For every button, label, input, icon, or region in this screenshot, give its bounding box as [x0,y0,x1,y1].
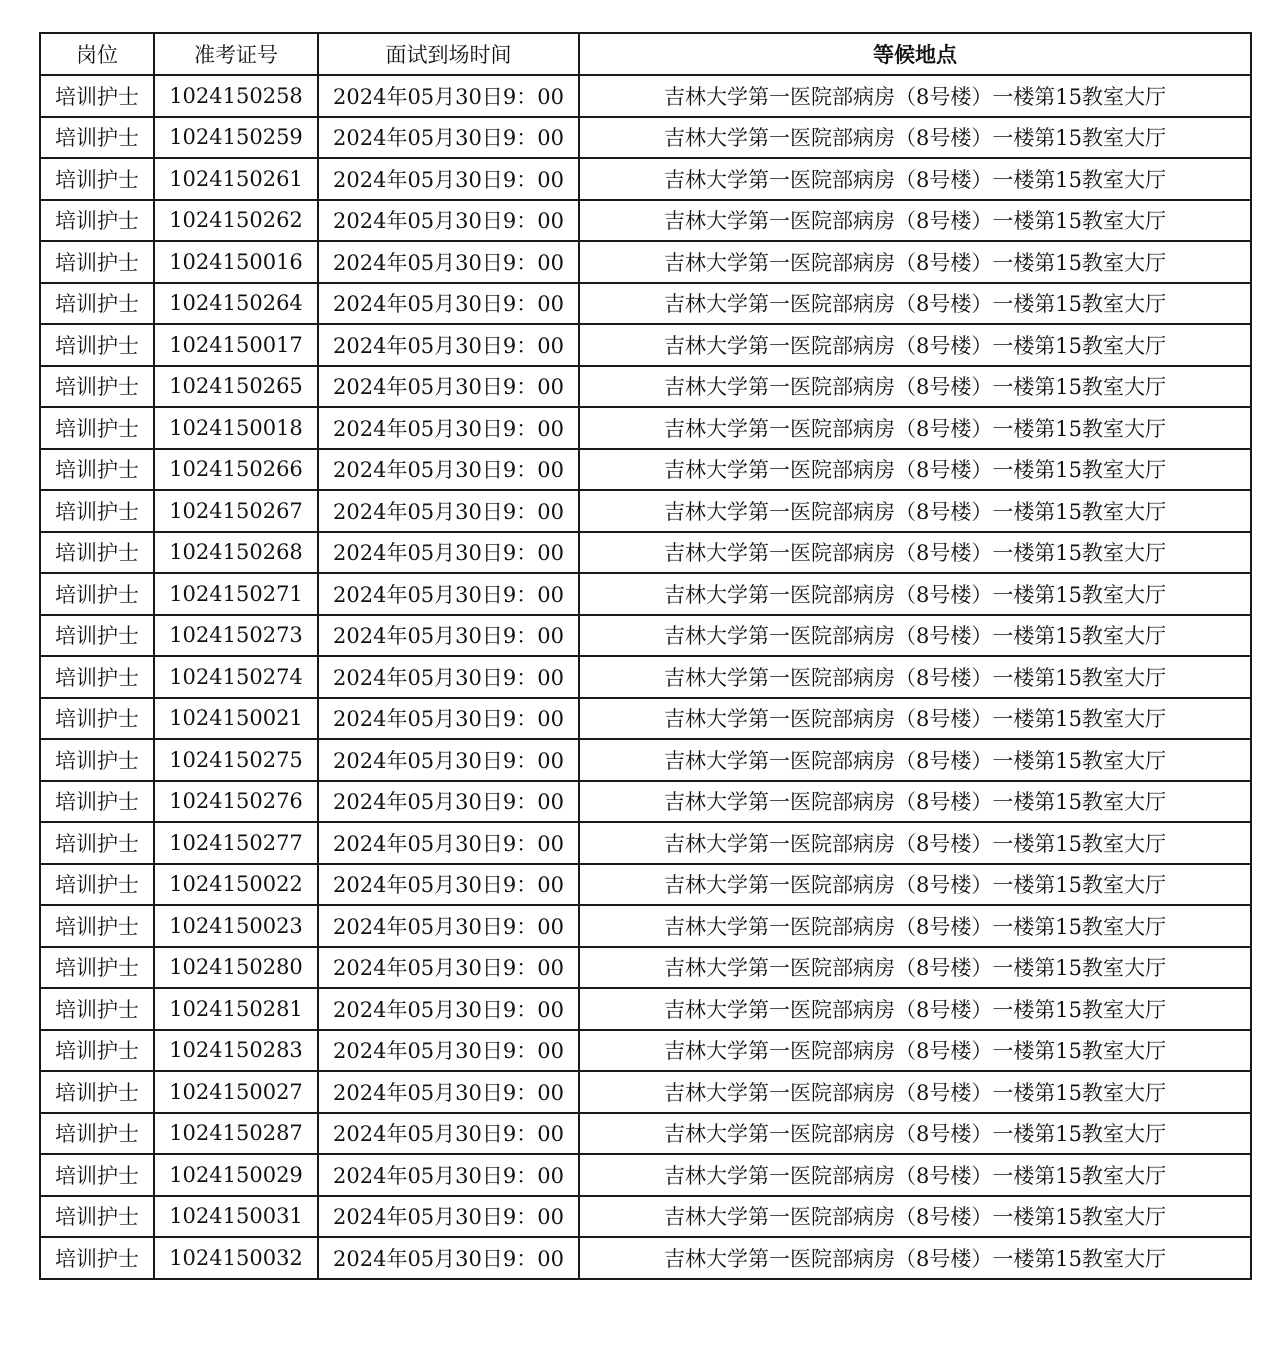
table-row [40,158,1251,200]
table-row [40,324,1251,366]
cell-position: 培训护士 [40,449,154,491]
cell-arrival-time: 2024年05月30日9：00 [318,532,579,574]
cell-position: 培训护士 [40,822,154,864]
table-row [40,988,1251,1030]
table-row [40,739,1251,781]
cell-ticket-number: 1024150017 [154,324,318,366]
table-row [40,1196,1251,1238]
cell-position: 培训护士 [40,1196,154,1238]
cell-position: 培训护士 [40,117,154,159]
header-ticket-number: 准考证号 [154,33,318,75]
cell-ticket-number: 1024150022 [154,864,318,906]
header-arrival-time: 面试到场时间 [318,33,579,75]
table-row [40,449,1251,491]
cell-waiting-location: 吉林大学第一医院部病房（8号楼）一楼第15教室大厅 [579,698,1251,740]
cell-waiting-location: 吉林大学第一医院部病房（8号楼）一楼第15教室大厅 [579,283,1251,325]
cell-ticket-number: 1024150023 [154,905,318,947]
table-row [40,1154,1251,1196]
table-row [40,407,1251,449]
table-row [40,241,1251,283]
table-row [40,864,1251,906]
cell-arrival-time: 2024年05月30日9：00 [318,158,579,200]
cell-arrival-time: 2024年05月30日9：00 [318,449,579,491]
table-row [40,947,1251,989]
cell-ticket-number: 1024150267 [154,490,318,532]
cell-position: 培训护士 [40,1030,154,1072]
table-row [40,75,1251,117]
cell-position: 培训护士 [40,241,154,283]
cell-ticket-number: 1024150031 [154,1196,318,1238]
cell-ticket-number: 1024150259 [154,117,318,159]
cell-ticket-number: 1024150029 [154,1154,318,1196]
cell-arrival-time: 2024年05月30日9：00 [318,1113,579,1155]
cell-waiting-location: 吉林大学第一医院部病房（8号楼）一楼第15教室大厅 [579,947,1251,989]
cell-position: 培训护士 [40,656,154,698]
cell-arrival-time: 2024年05月30日9：00 [318,822,579,864]
cell-waiting-location: 吉林大学第一医院部病房（8号楼）一楼第15教室大厅 [579,739,1251,781]
cell-ticket-number: 1024150032 [154,1237,318,1279]
cell-arrival-time: 2024年05月30日9：00 [318,739,579,781]
cell-waiting-location: 吉林大学第一医院部病房（8号楼）一楼第15教室大厅 [579,988,1251,1030]
table-row [40,615,1251,657]
cell-ticket-number: 1024150274 [154,656,318,698]
cell-position: 培训护士 [40,1071,154,1113]
cell-arrival-time: 2024年05月30日9：00 [318,490,579,532]
table-row [40,822,1251,864]
table-row [40,283,1251,325]
cell-waiting-location: 吉林大学第一医院部病房（8号楼）一楼第15教室大厅 [579,117,1251,159]
cell-waiting-location: 吉林大学第一医院部病房（8号楼）一楼第15教室大厅 [579,1030,1251,1072]
cell-waiting-location: 吉林大学第一医院部病房（8号楼）一楼第15教室大厅 [579,241,1251,283]
table-row [40,1113,1251,1155]
cell-arrival-time: 2024年05月30日9：00 [318,988,579,1030]
cell-position: 培训护士 [40,947,154,989]
cell-arrival-time: 2024年05月30日9：00 [318,1237,579,1279]
cell-arrival-time: 2024年05月30日9：00 [318,1154,579,1196]
cell-ticket-number: 1024150261 [154,158,318,200]
cell-waiting-location: 吉林大学第一医院部病房（8号楼）一楼第15教室大厅 [579,200,1251,242]
cell-waiting-location: 吉林大学第一医院部病房（8号楼）一楼第15教室大厅 [579,781,1251,823]
cell-position: 培训护士 [40,283,154,325]
cell-arrival-time: 2024年05月30日9：00 [318,1030,579,1072]
cell-arrival-time: 2024年05月30日9：00 [318,200,579,242]
cell-position: 培训护士 [40,1237,154,1279]
cell-waiting-location: 吉林大学第一医院部病房（8号楼）一楼第15教室大厅 [579,656,1251,698]
cell-waiting-location: 吉林大学第一医院部病房（8号楼）一楼第15教室大厅 [579,1071,1251,1113]
cell-arrival-time: 2024年05月30日9：00 [318,781,579,823]
cell-position: 培训护士 [40,324,154,366]
cell-ticket-number: 1024150264 [154,283,318,325]
cell-position: 培训护士 [40,532,154,574]
cell-arrival-time: 2024年05月30日9：00 [318,864,579,906]
cell-arrival-time: 2024年05月30日9：00 [318,947,579,989]
cell-ticket-number: 1024150271 [154,573,318,615]
table-row [40,781,1251,823]
cell-waiting-location: 吉林大学第一医院部病房（8号楼）一楼第15教室大厅 [579,158,1251,200]
cell-waiting-location: 吉林大学第一医院部病房（8号楼）一楼第15教室大厅 [579,490,1251,532]
interview-schedule-table [39,32,1252,1280]
cell-waiting-location: 吉林大学第一医院部病房（8号楼）一楼第15教室大厅 [579,366,1251,408]
cell-position: 培训护士 [40,781,154,823]
cell-position: 培训护士 [40,905,154,947]
cell-arrival-time: 2024年05月30日9：00 [318,905,579,947]
cell-position: 培训护士 [40,1154,154,1196]
cell-ticket-number: 1024150018 [154,407,318,449]
cell-position: 培训护士 [40,158,154,200]
cell-arrival-time: 2024年05月30日9：00 [318,615,579,657]
cell-ticket-number: 1024150280 [154,947,318,989]
cell-arrival-time: 2024年05月30日9：00 [318,241,579,283]
cell-waiting-location: 吉林大学第一医院部病房（8号楼）一楼第15教室大厅 [579,864,1251,906]
cell-ticket-number: 1024150275 [154,739,318,781]
cell-arrival-time: 2024年05月30日9：00 [318,573,579,615]
cell-waiting-location: 吉林大学第一医院部病房（8号楼）一楼第15教室大厅 [579,1113,1251,1155]
cell-waiting-location: 吉林大学第一医院部病房（8号楼）一楼第15教室大厅 [579,615,1251,657]
cell-ticket-number: 1024150265 [154,366,318,408]
cell-waiting-location: 吉林大学第一医院部病房（8号楼）一楼第15教室大厅 [579,905,1251,947]
header-waiting-location: 等候地点 [579,33,1251,75]
cell-waiting-location: 吉林大学第一医院部病房（8号楼）一楼第15教室大厅 [579,324,1251,366]
table-row [40,698,1251,740]
table-row [40,905,1251,947]
cell-position: 培训护士 [40,864,154,906]
cell-waiting-location: 吉林大学第一医院部病房（8号楼）一楼第15教室大厅 [579,1154,1251,1196]
cell-arrival-time: 2024年05月30日9：00 [318,698,579,740]
cell-position: 培训护士 [40,615,154,657]
cell-position: 培训护士 [40,988,154,1030]
cell-arrival-time: 2024年05月30日9：00 [318,75,579,117]
cell-arrival-time: 2024年05月30日9：00 [318,366,579,408]
cell-arrival-time: 2024年05月30日9：00 [318,656,579,698]
cell-ticket-number: 1024150283 [154,1030,318,1072]
cell-position: 培训护士 [40,200,154,242]
cell-position: 培训护士 [40,573,154,615]
cell-arrival-time: 2024年05月30日9：00 [318,117,579,159]
cell-position: 培训护士 [40,698,154,740]
cell-ticket-number: 1024150258 [154,75,318,117]
header-row [40,33,1251,75]
cell-ticket-number: 1024150262 [154,200,318,242]
table-row [40,532,1251,574]
cell-ticket-number: 1024150268 [154,532,318,574]
cell-ticket-number: 1024150277 [154,822,318,864]
cell-ticket-number: 1024150027 [154,1071,318,1113]
cell-waiting-location: 吉林大学第一医院部病房（8号楼）一楼第15教室大厅 [579,532,1251,574]
cell-arrival-time: 2024年05月30日9：00 [318,283,579,325]
table-row [40,490,1251,532]
cell-position: 培训护士 [40,490,154,532]
cell-ticket-number: 1024150287 [154,1113,318,1155]
table-row [40,573,1251,615]
cell-position: 培训护士 [40,1113,154,1155]
table-row [40,366,1251,408]
table-row [40,656,1251,698]
cell-position: 培训护士 [40,75,154,117]
cell-waiting-location: 吉林大学第一医院部病房（8号楼）一楼第15教室大厅 [579,407,1251,449]
cell-position: 培训护士 [40,366,154,408]
cell-position: 培训护士 [40,407,154,449]
cell-ticket-number: 1024150016 [154,241,318,283]
cell-arrival-time: 2024年05月30日9：00 [318,407,579,449]
cell-ticket-number: 1024150273 [154,615,318,657]
table-row [40,200,1251,242]
table-row [40,117,1251,159]
cell-ticket-number: 1024150281 [154,988,318,1030]
cell-position: 培训护士 [40,739,154,781]
cell-arrival-time: 2024年05月30日9：00 [318,324,579,366]
header-position: 岗位 [40,33,154,75]
cell-ticket-number: 1024150021 [154,698,318,740]
cell-arrival-time: 2024年05月30日9：00 [318,1196,579,1238]
cell-waiting-location: 吉林大学第一医院部病房（8号楼）一楼第15教室大厅 [579,449,1251,491]
cell-waiting-location: 吉林大学第一医院部病房（8号楼）一楼第15教室大厅 [579,573,1251,615]
cell-waiting-location: 吉林大学第一医院部病房（8号楼）一楼第15教室大厅 [579,1196,1251,1238]
table-row [40,1237,1251,1279]
cell-waiting-location: 吉林大学第一医院部病房（8号楼）一楼第15教室大厅 [579,822,1251,864]
cell-waiting-location: 吉林大学第一医院部病房（8号楼）一楼第15教室大厅 [579,75,1251,117]
table-row [40,1030,1251,1072]
cell-waiting-location: 吉林大学第一医院部病房（8号楼）一楼第15教室大厅 [579,1237,1251,1279]
table-row [40,1071,1251,1113]
cell-arrival-time: 2024年05月30日9：00 [318,1071,579,1113]
cell-ticket-number: 1024150266 [154,449,318,491]
cell-ticket-number: 1024150276 [154,781,318,823]
table-body [40,75,1251,1279]
